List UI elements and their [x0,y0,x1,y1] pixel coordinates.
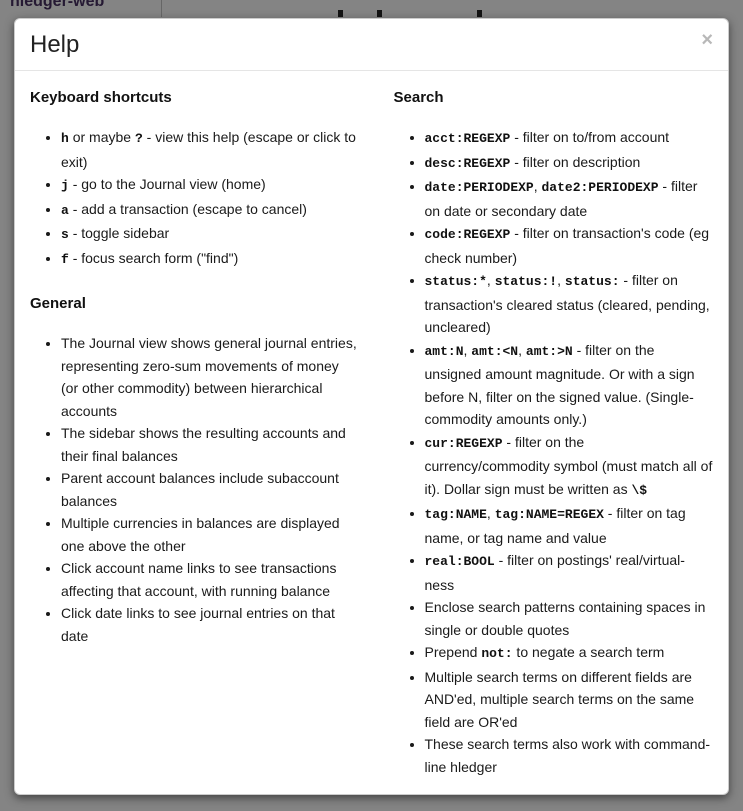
help-section [30,295,358,647]
help-list-item: • Parent account balances include subaccount balances [61,467,358,512]
section-heading: Keyboard shortcuts [30,89,172,106]
help-list-item: • These search terms also work with command-line hledger [425,733,714,778]
help-list-item: • Click account name links to see transactions affecting that account, with running balance [61,557,358,602]
code-term: status:* [424,274,487,289]
close-icon[interactable]: × [701,29,713,51]
code-term: tag:NAME [424,507,487,522]
help-list-item: • acct:REGEXP - filter on to/from account [425,126,714,151]
section-heading: Search [393,89,444,106]
code-term: date2:PERIODEXP [541,180,659,195]
section-heading: General [30,295,86,312]
help-list-item: • real:BOOL - filter on postings' real/virtual-ness [425,549,714,596]
code-term: ? [134,131,143,146]
modal-header [15,19,728,71]
help-list-item: • cur:REGEXP - filter on the currency/commodity symbol (must match all of it). Dollar sign must be written as \$ [425,431,714,503]
help-list-item: • f - focus search form ("find") [61,247,358,272]
help-list-item: • amt:N, amt:<N, amt:>N - filter on the unsigned amount magnitude. Or with a sign before N, filter on the signed value. (Single-commodity amounts only.) [425,339,714,431]
code-term: acct:REGEXP [424,131,511,146]
code-term: f [61,251,69,267]
help-list-item: • The sidebar shows the resulting accounts and their final balances [61,422,358,467]
help-list-item: • code:REGEXP - filter on transaction's code (eg check number) [425,222,714,269]
help-list-item: • Multiple currencies in balances are displayed one above the other [61,512,358,557]
code-term: status: [564,274,620,289]
help-list-item: • status:*, status:!, status: - filter on transaction's cleared status (cleared, pending, uncleared) [425,269,714,339]
help-list-item: • tag:NAME, tag:NAME=REGEX - filter on tag name, or tag name and value [425,502,714,549]
code-term: amt:>N [525,343,573,359]
help-list-item: • Prepend not: to negate a search term [425,641,714,666]
modal-title: Help [30,31,80,58]
code-term: cur:REGEXP [424,435,503,451]
code-term: amt:<N [471,343,519,359]
code-term: j [61,178,69,193]
help-list [30,332,358,647]
help-list-item: • j - go to the Journal view (home) [61,173,358,198]
code-term: amt:N [424,343,464,359]
help-column-right [372,89,714,778]
help-section [394,89,714,778]
code-term: h [61,131,69,146]
code-term: desc:REGEXP [424,155,511,171]
code-term: \$ [631,482,648,498]
help-list-item: • desc:REGEXP - filter on description [425,151,714,176]
help-list-item: • Click date links to see journal entries on that date [61,602,358,647]
code-term: a [61,202,69,218]
help-list-item: • a - add a transaction (escape to cancel) [61,198,358,223]
code-term: tag:NAME=REGEX [494,507,604,522]
help-list-item: • Multiple search terms on different fields are AND'ed, multiple search terms on the same field are OR'ed [425,666,714,734]
help-list-item: • s - toggle sidebar [61,222,358,247]
code-term: status:! [494,274,558,289]
code-term: not: [481,646,513,661]
help-column-left [30,89,372,778]
code-term: code:REGEXP [424,227,511,242]
help-list-item: • h or maybe ? - view this help (escape or click to exit) [61,126,358,173]
code-term: real:BOOL [424,554,495,569]
help-list [30,126,358,271]
help-list-item: • The Journal view shows general journal entries, representing zero-sum movements of money (or other commodity) between hierarchical accounts [61,332,358,422]
help-list [394,126,714,778]
help-section [30,89,358,271]
code-term: date:PERIODEXP [424,180,534,195]
code-term: s [61,227,69,242]
help-list-item: • Enclose search patterns containing spaces in single or double quotes [425,596,714,641]
help-modal [14,18,729,795]
modal-body [15,71,728,793]
help-list-item: • date:PERIODEXP, date2:PERIODEXP - filter on date or secondary date [425,175,714,222]
